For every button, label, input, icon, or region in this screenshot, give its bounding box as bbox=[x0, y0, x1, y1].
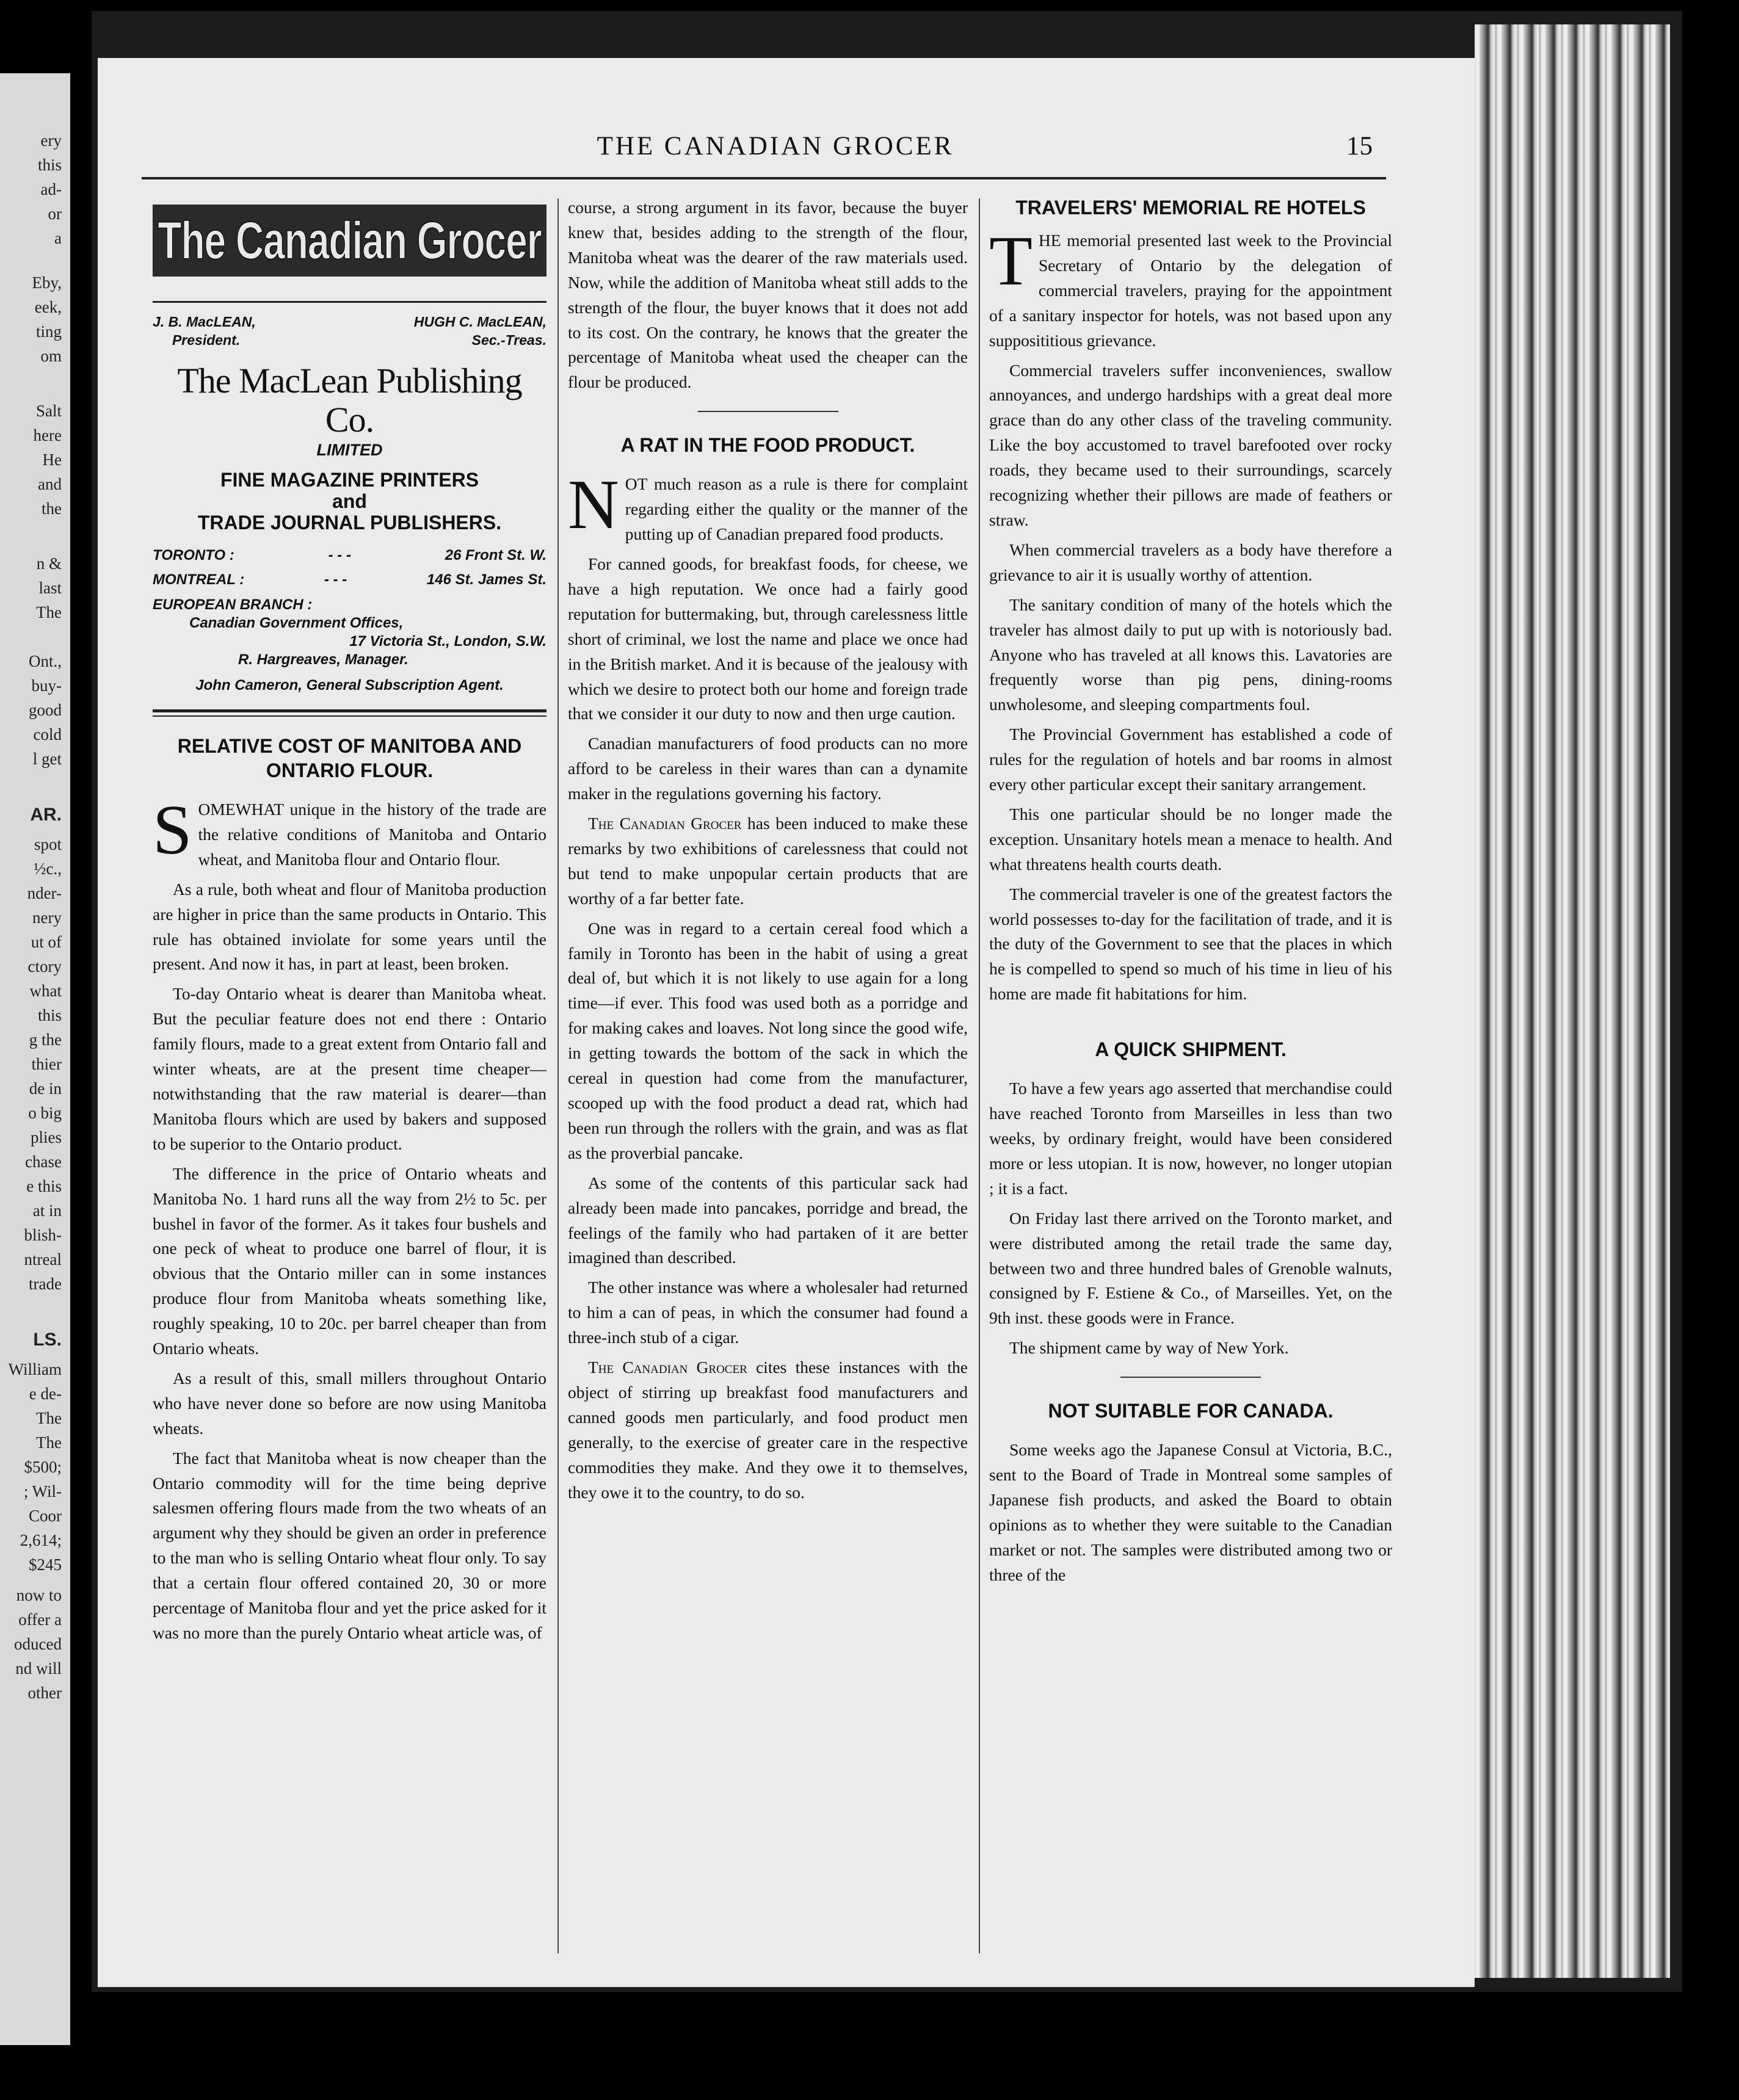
article-2-paragraph: Canadian manufacturers of food products can no more afford to be careless in their wares than can a dynamite maker in the regulations governing his factory. bbox=[568, 734, 968, 803]
european-branch-line-2: 17 Victoria St., London, S.W. bbox=[349, 633, 546, 650]
previous-page-text-fragment: last bbox=[38, 579, 62, 597]
article-4-paragraph: The shipment came by way of New York. bbox=[1009, 1338, 1289, 1358]
european-branch-line-1: Canadian Government Offices, bbox=[189, 615, 404, 631]
previous-page-text-fragment: cold bbox=[33, 725, 62, 744]
masthead bbox=[153, 205, 546, 695]
previous-page-text-fragment: offer a bbox=[18, 1610, 62, 1629]
article-4-paragraph: On Friday last there arrived on the Toronto market, and were distributed among the retail trade the same day, between two and three hundred bales of Grenoble walnuts, consigned by F. Estiene & Co., of Marseilles. Yet, on the 9th inst. these goods were in France. bbox=[989, 1208, 1392, 1328]
previous-page-text-fragment: AR. bbox=[30, 805, 62, 825]
previous-page-text-fragment: at in bbox=[32, 1201, 62, 1220]
article-5-heading: NOT SUITABLE FOR CANADA. bbox=[1048, 1400, 1334, 1422]
article-1-heading: RELATIVE COST OF MANITOBA AND ONTARIO FLOUR. bbox=[177, 735, 522, 781]
article-2-paragraph: For canned goods, for breakfast foods, for cheese, we have a high reputation. We once had a fairly good reputation for buttermaking, but, through carelessness little short of criminal, we lost the name and place we once had in the British market. And it is because of the jealousy with which we desire to protect both our home and foreign trade that we consider it our duty to now and then urge caution. bbox=[568, 554, 968, 723]
article-2-paragraph: The Canadian Grocer has been induced to make these remarks by two exhibitions of carelessness that could not but tend to make unpopular certain products that are worthy of a far better fate. bbox=[568, 814, 968, 908]
montreal-address: MONTREAL : - - - 146 St. James St. bbox=[153, 571, 546, 588]
president-title: President. bbox=[172, 332, 241, 348]
previous-page-text-fragment: o big bbox=[28, 1104, 62, 1122]
drop-cap: T bbox=[989, 222, 1033, 300]
column-rule bbox=[979, 198, 980, 1953]
column-2 bbox=[568, 195, 968, 1510]
previous-page-text-fragment: William bbox=[8, 1360, 62, 1378]
masthead-logo: The Canadian Grocer bbox=[153, 205, 546, 277]
treasurer-name: HUGH C. MacLEAN, bbox=[413, 314, 546, 330]
page-number: 15 bbox=[1346, 132, 1373, 161]
previous-page-text-fragment: ntreal bbox=[24, 1250, 62, 1269]
previous-page-text-fragment: om bbox=[40, 347, 62, 365]
publisher-limited: LIMITED bbox=[316, 441, 383, 459]
article-1-paragraph: To-day Ontario wheat is dearer than Manitoba wheat. But the peculiar feature does not end there : Ontario family flours, made to a great extent from Ontario fall and winter wheats, are at the present time cheaper—notwithstanding that the raw material is dearer—than Manitoba flours which are used by bakers and supposed to be superior to the Ontario product. bbox=[153, 984, 546, 1153]
previous-page-text-fragment: nder- bbox=[27, 884, 62, 902]
previous-page-text-fragment: other bbox=[27, 1684, 62, 1702]
article-2-paragraph: One was in regard to a certain cereal food which a family in Toronto has been in the habit of using a great deal of, but which it is not likely to use again for a long time—if ever. This food was used both as a porridge and for making cakes and loaves. Not long since the good wife, in getting towards the bottom of the sack in which the cereal in question had come from the manufacturer, scooped up with the food product a dead rat, which had been run through the rollers with the grain, and was as flat as the proverbial pancake. bbox=[568, 918, 968, 1162]
previous-page-text-fragment: e de- bbox=[29, 1385, 62, 1403]
article-1-paragraph: course, a strong argument in its favor, because the buyer knew that, besides adding to the strength of the flour, Manitoba wheat was the dearer of the raw materials used. Now, while the addition of Manitoba wheat still adds to the strength of the flour, the buyer knows that it does not add to its cost. On the contrary, he knows that the greater the percentage of Manitoba wheat used the cheaper can the flour be produced. bbox=[568, 198, 968, 392]
previous-page-text-fragment: $500; bbox=[24, 1458, 62, 1476]
drop-cap: N bbox=[568, 466, 619, 545]
previous-page-text-fragment: de in bbox=[29, 1079, 62, 1098]
previous-page-text-fragment: ctory bbox=[27, 957, 62, 976]
previous-page-text-fragment: trade bbox=[29, 1275, 62, 1293]
header-rule bbox=[142, 177, 1386, 179]
previous-page-text-fragment: plies bbox=[31, 1128, 62, 1146]
previous-page-text-fragment: $245 bbox=[29, 1555, 62, 1574]
previous-page-text-fragment: nd will bbox=[15, 1659, 62, 1678]
article-3-heading: TRAVELERS' MEMORIAL RE HOTELS bbox=[1015, 197, 1366, 219]
subscription-agent: John Cameron, General Subscription Agent. bbox=[195, 677, 504, 693]
previous-page-text-fragment: The bbox=[36, 603, 62, 621]
article-3-paragraph: THE memorial presented last week to the Provincial Secretary of Ontario by the delegation of commercial travelers, praying for the appointment of a sanitary inspector for hotels, was not based upon any supposititious grievance. bbox=[989, 222, 1392, 350]
masthead-rule bbox=[153, 301, 546, 303]
previous-page-text-fragment: the bbox=[42, 499, 62, 518]
previous-page-text-fragment: g the bbox=[29, 1030, 62, 1049]
article-4-paragraph: To have a few years ago asserted that merchandise could have reached Toronto from Marseilles in less than two weeks, by ordinary freight, would have been considered more or less utopian. It is now, however, no longer utopian ; it is a fact. bbox=[989, 1079, 1392, 1198]
previous-page-text-fragment: and bbox=[38, 475, 62, 493]
publisher-name: The MacLean Publishing Co. bbox=[177, 361, 522, 440]
drop-cap: S bbox=[153, 791, 192, 869]
previous-page-text-fragment: Eby, bbox=[32, 273, 62, 292]
previous-page-text-fragment: here bbox=[33, 426, 62, 444]
previous-page-text-fragment: The bbox=[36, 1433, 62, 1452]
previous-page-text-fragment: ; Wil- bbox=[23, 1482, 62, 1501]
article-2-paragraph: The other instance was where a wholesaler had returned to him a can of peas, in which the consumer had found a three-inch stub of a cigar. bbox=[568, 1278, 968, 1347]
article-1-paragraph: As a rule, both wheat and flour of Manitoba production are higher in price than the same products in Ontario. This rule has obtained inviolate for some years until the present. And now it has, in part at least, been broken. bbox=[153, 879, 546, 974]
previous-page-text-fragment: buy- bbox=[31, 676, 62, 695]
article-3-paragraph: Commercial travelers suffer inconveniences, swallow annoyances, and undergo hardships with a great deal more grace than do any other class of the traveling community. Like the boy accustomed to travel barefooted over rocky roads, they became used to their surroundings, scarcely recognizing whether their pillows are made of feathers or straw. bbox=[989, 360, 1392, 529]
masthead-officers bbox=[153, 313, 546, 349]
previous-page-text-fragment: n & bbox=[36, 554, 62, 573]
previous-page-text-fragment: He bbox=[42, 451, 62, 469]
article-3-paragraph: This one particular should be no longer made the exception. Unsanitary hotels mean a menace to health. And what threatens health courts death. bbox=[989, 804, 1392, 874]
previous-page-text-fragment: 2,614; bbox=[20, 1531, 62, 1549]
previous-page-text-fragment: ½c., bbox=[34, 860, 62, 878]
publisher-line-2: and bbox=[332, 490, 367, 512]
page-stack-edge bbox=[1475, 24, 1670, 1978]
previous-page-text-fragment: nery bbox=[32, 908, 62, 927]
toronto-address: TORONTO : - - - 26 Front St. W. bbox=[153, 547, 546, 563]
article-1-paragraph: The fact that Manitoba wheat is now cheaper than the Ontario commodity will for the time being deprive salesmen offering flours made from the two wheats of an argument why they should be given an order in preference to the man who is selling Ontario wheat flour only. To say that a certain flour offered contained 20, 30 or more percentage of Manitoba flour and yet the price asked for it was no more than the purely Ontario wheat article was, of bbox=[153, 1448, 546, 1642]
previous-page-text-fragment: e this bbox=[26, 1177, 62, 1195]
publisher-line-3: TRADE JOURNAL PUBLISHERS. bbox=[197, 512, 502, 534]
column-3 bbox=[989, 195, 1392, 1593]
previous-page-text-fragment: a bbox=[54, 229, 62, 247]
column-1 bbox=[153, 195, 546, 1651]
publisher-line-1: FINE MAGAZINE PRINTERS bbox=[220, 469, 479, 491]
previous-page-text-fragment: what bbox=[29, 982, 62, 1000]
section-rule bbox=[698, 411, 838, 412]
european-branch-label: EUROPEAN BRANCH : bbox=[153, 596, 313, 613]
previous-page-text-fragment: oduced bbox=[14, 1635, 62, 1653]
previous-page-text-fragment: now to bbox=[16, 1586, 62, 1604]
previous-page-text-fragment: this bbox=[37, 1006, 62, 1024]
treasurer-title: Sec.-Treas. bbox=[471, 332, 546, 348]
article-3-paragraph: The Provincial Government has established a code of rules for the regulation of hotels and bar rooms in almost every other particular except their sanitary arrangement. bbox=[989, 725, 1392, 794]
article-3-paragraph: The commercial traveler is one of the greatest factors the world possesses to-day for the facilitation of trade, and it is the duty of the Government to see that the places in which he is compelled to spend so much of his time in lieu of his home are made fit habitations for him. bbox=[989, 884, 1392, 1004]
previous-page-text-fragment: Coor bbox=[29, 1507, 62, 1525]
previous-page-text-fragment: The bbox=[36, 1409, 62, 1427]
previous-page-text-fragment: eek, bbox=[34, 298, 62, 316]
previous-page-text-fragment: l get bbox=[32, 750, 62, 768]
previous-page-text-fragment: chase bbox=[25, 1153, 62, 1171]
previous-page-text-fragment: Salt bbox=[35, 402, 62, 420]
article-2-heading: A RAT IN THE FOOD PRODUCT. bbox=[620, 434, 915, 457]
section-rule bbox=[1120, 1377, 1261, 1378]
article-2-paragraph: As some of the contents of this particular sack had already been made into pancakes, porridge and bread, the feelings of the family who had partaken of it are better imagined than described. bbox=[568, 1173, 968, 1267]
president-name: J. B. MacLEAN, bbox=[153, 314, 256, 330]
article-1-paragraph: As a result of this, small millers throughout Ontario who have never done so before are now using Manitoba wheats. bbox=[153, 1368, 546, 1438]
article-1-paragraph: SOMEWHAT unique in the history of the trade are the relative conditions of Manitoba and Ontario wheat, and Manitoba flour and Ontario flour. bbox=[153, 791, 546, 869]
article-3-paragraph: The sanitary condition of many of the hotels which the traveler has almost daily to put up with is notoriously bad. Anyone who has traveled at all knows this. Lavatories are frequently worse than pig pens, dining-rooms unwholesome, and sleeping compartments foul. bbox=[989, 595, 1392, 714]
previous-page-text-fragment: blish- bbox=[24, 1226, 62, 1244]
article-4-heading: A QUICK SHIPMENT. bbox=[1095, 1038, 1287, 1061]
previous-page-text-fragment: ut of bbox=[31, 933, 62, 951]
article-2-paragraph: The Canadian Grocer cites these instances with the object of stirring up breakfast food manufacturers and canned goods men particularly, and food product men generally, to the exercise of greater care in the respective commodities they make. And they owe it to themselves, they owe it to the country, to do so. bbox=[568, 1358, 968, 1502]
previous-page-text-fragment: this bbox=[37, 156, 62, 174]
previous-page-text-fragment: or bbox=[48, 205, 62, 223]
previous-page-text-fragment: spot bbox=[34, 835, 62, 853]
article-3-paragraph: When commercial travelers as a body have therefore a grievance to air it is usually worthy of attention. bbox=[989, 540, 1392, 584]
running-head-title: THE CANADIAN GROCER bbox=[597, 132, 954, 161]
previous-page-text-fragment: ery bbox=[40, 131, 62, 150]
column-rule bbox=[557, 198, 559, 1953]
previous-page-text-fragment: ad- bbox=[40, 180, 62, 198]
previous-page-text-fragment: Ont., bbox=[29, 652, 62, 670]
previous-page-edge bbox=[0, 73, 70, 2045]
previous-page-text-fragment: LS. bbox=[33, 1330, 62, 1350]
masthead-double-rule bbox=[153, 709, 546, 717]
previous-page-text-fragment: thier bbox=[31, 1055, 62, 1073]
article-1-paragraph: The difference in the price of Ontario wheats and Manitoba No. 1 hard runs all the way from 2½ to 5c. per bushel in favor of the former. As it takes four bushels and one peck of wheat to produce one barrel of flour, it is obvious that the Ontario miller can in some instances produce flour from Manitoba wheats something like, roughly speaking, 10 to 20c. per barrel cheaper than from Ontario wheats. bbox=[153, 1164, 546, 1358]
article-5-paragraph: Some weeks ago the Japanese Consul at Victoria, B.C., sent to the Board of Trade in Montreal some samples of Japanese fish products, and asked the Board to obtain opinions as to whether they were suitable to the Canadian market or not. The samples were distributed among two or three of the bbox=[989, 1440, 1392, 1584]
previous-page-text-fragment: good bbox=[29, 701, 62, 719]
previous-page-text-fragment: ting bbox=[35, 322, 62, 341]
article-2-paragraph: NOT much reason as a rule is there for complaint regarding either the quality or the manner of the putting up of Canadian prepared food products. bbox=[568, 466, 968, 545]
european-branch-line-3: R. Hargreaves, Manager. bbox=[238, 651, 408, 668]
